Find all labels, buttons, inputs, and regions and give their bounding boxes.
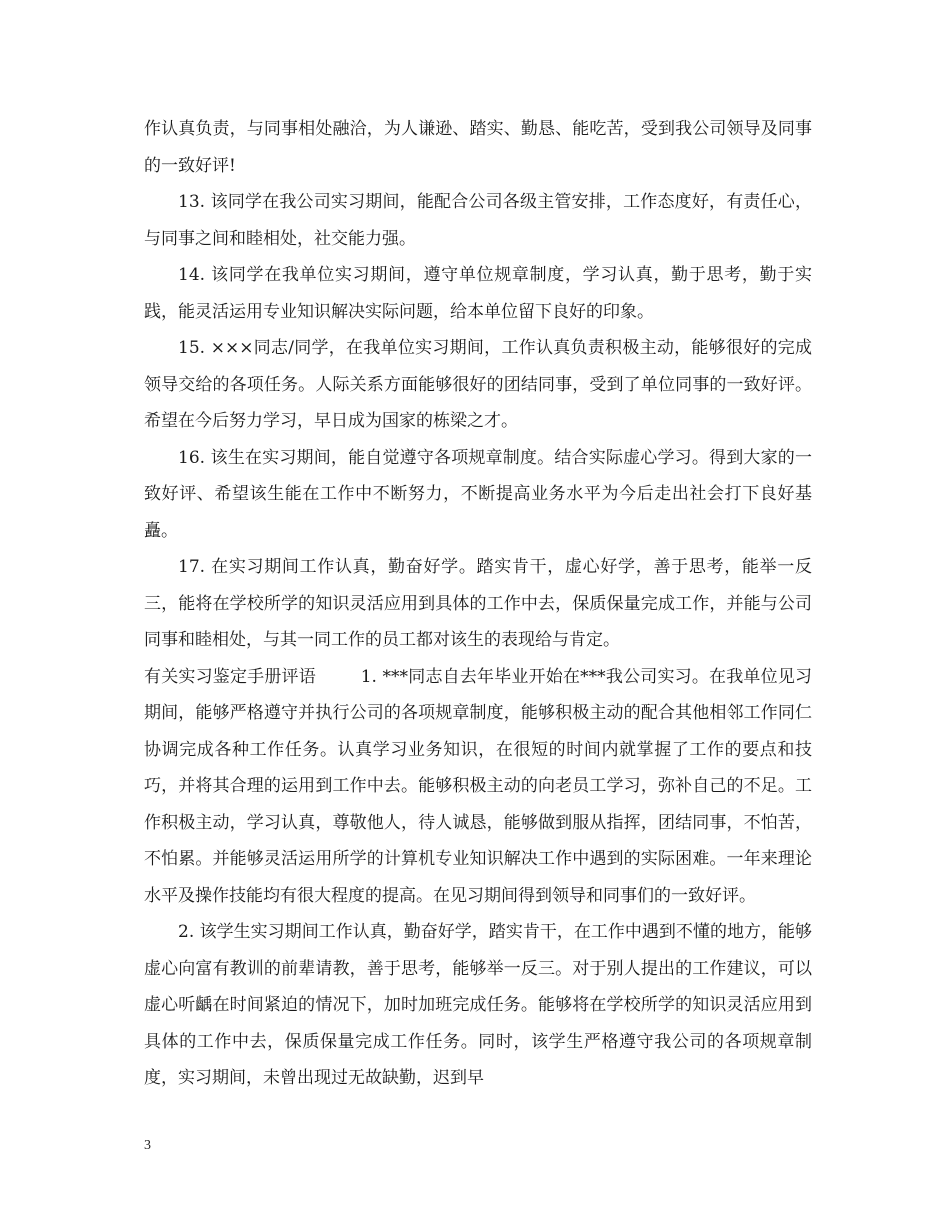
paragraph-continuation: 作认真负责，与同事相处融洽，为人谦逊、踏实、勤恳、能吃苦，受到我公司领导及同事的一致好评!: [144, 119, 812, 176]
section-paragraph: [144, 659, 812, 915]
paragraph-item-2: 2. 该学生实习期间工作认真，勤奋好学，踏实肯干，在工作中遇到不懂的地方，能够虚心向富有教训的前辈请教，善于思考，能够举一反三。对于别人提出的工作建议，可以虚心听齲在时间紧迫的情况下，加时加班完成任务。能够将在学校所学的知识灵活应用到具体的工作中去，保质保量完成工作任务。同时，该学生严格遵守我公司的各项规章制度，实习期间，未曾出现过无故缺勤，迟到早: [144, 922, 812, 1088]
paragraph-item-15: 15. ×××同志/同学，在我单位实习期间，工作认真负责积极主动，能够很好的完成领导交给的各项任务。人际关系方面能够很好的团结同事，受到了单位同事的一致好评。希望在今后努力学习，早日成为国家的栋梁之才。: [144, 338, 812, 431]
paragraph-item-14: 14. 该同学在我单位实习期间，遵守单位规章制度，学习认真，勤于思考，勤于实践，能灵活运用专业知识解决实际问题，给本单位留下良好的印象。: [144, 265, 812, 322]
section-gap: [316, 667, 361, 687]
section-item-1: 1. ***同志自去年毕业开始在***我公司实习。在我单位见习期间，能够严格遵守并执行公司的各项规章制度，能够积极主动的配合其他相邻工作同仁协调完成各种工作任务。认真学习业务知识，在很短的时间内就掌握了工作的要点和技巧，并将其合理的运用到工作中去。能够积极主动的向老员工学习，弥补自己的不足。工作积极主动，学习认真，尊敬他人，待人诚恳，能够做到服从指挥，团结同事，不怕苦，不怕累。并能够灵活运用所学的计算机专业知识解决工作中遇到的实际困难。一年来理论水平及操作技能均有很大程度的提高。在见习期间得到领导和同事们的一致好评。: [144, 666, 813, 906]
paragraph-item-13: 13. 该同学在我公司实习期间，能配合公司各级主管安排，工作态度好，有责任心，与同事之间和睦相处，社交能力强。: [144, 192, 812, 249]
section-title: 有关实习鉴定手册评语: [144, 666, 316, 687]
document-body: [144, 111, 812, 1097]
page-number: 3: [144, 1138, 151, 1153]
paragraph-item-16: 16. 该生在实习期间，能自觉遵守各项规章制度。结合实际虚心学习。得到大家的一致好评、希望该生能在工作中不断努力，不断提高业务水平为今后走出社会打下良好基矗。: [144, 447, 812, 541]
paragraph-item-17: 17. 在实习期间工作认真，勤奋好学。踏实肯干，虚心好学，善于思考，能举一反三，能将在学校所学的知识灵活应用到具体的工作中去，保质保量完成工作，并能与公司同事和睦相处，与其一同工作的员工都对该生的表现给与肯定。: [144, 557, 812, 650]
